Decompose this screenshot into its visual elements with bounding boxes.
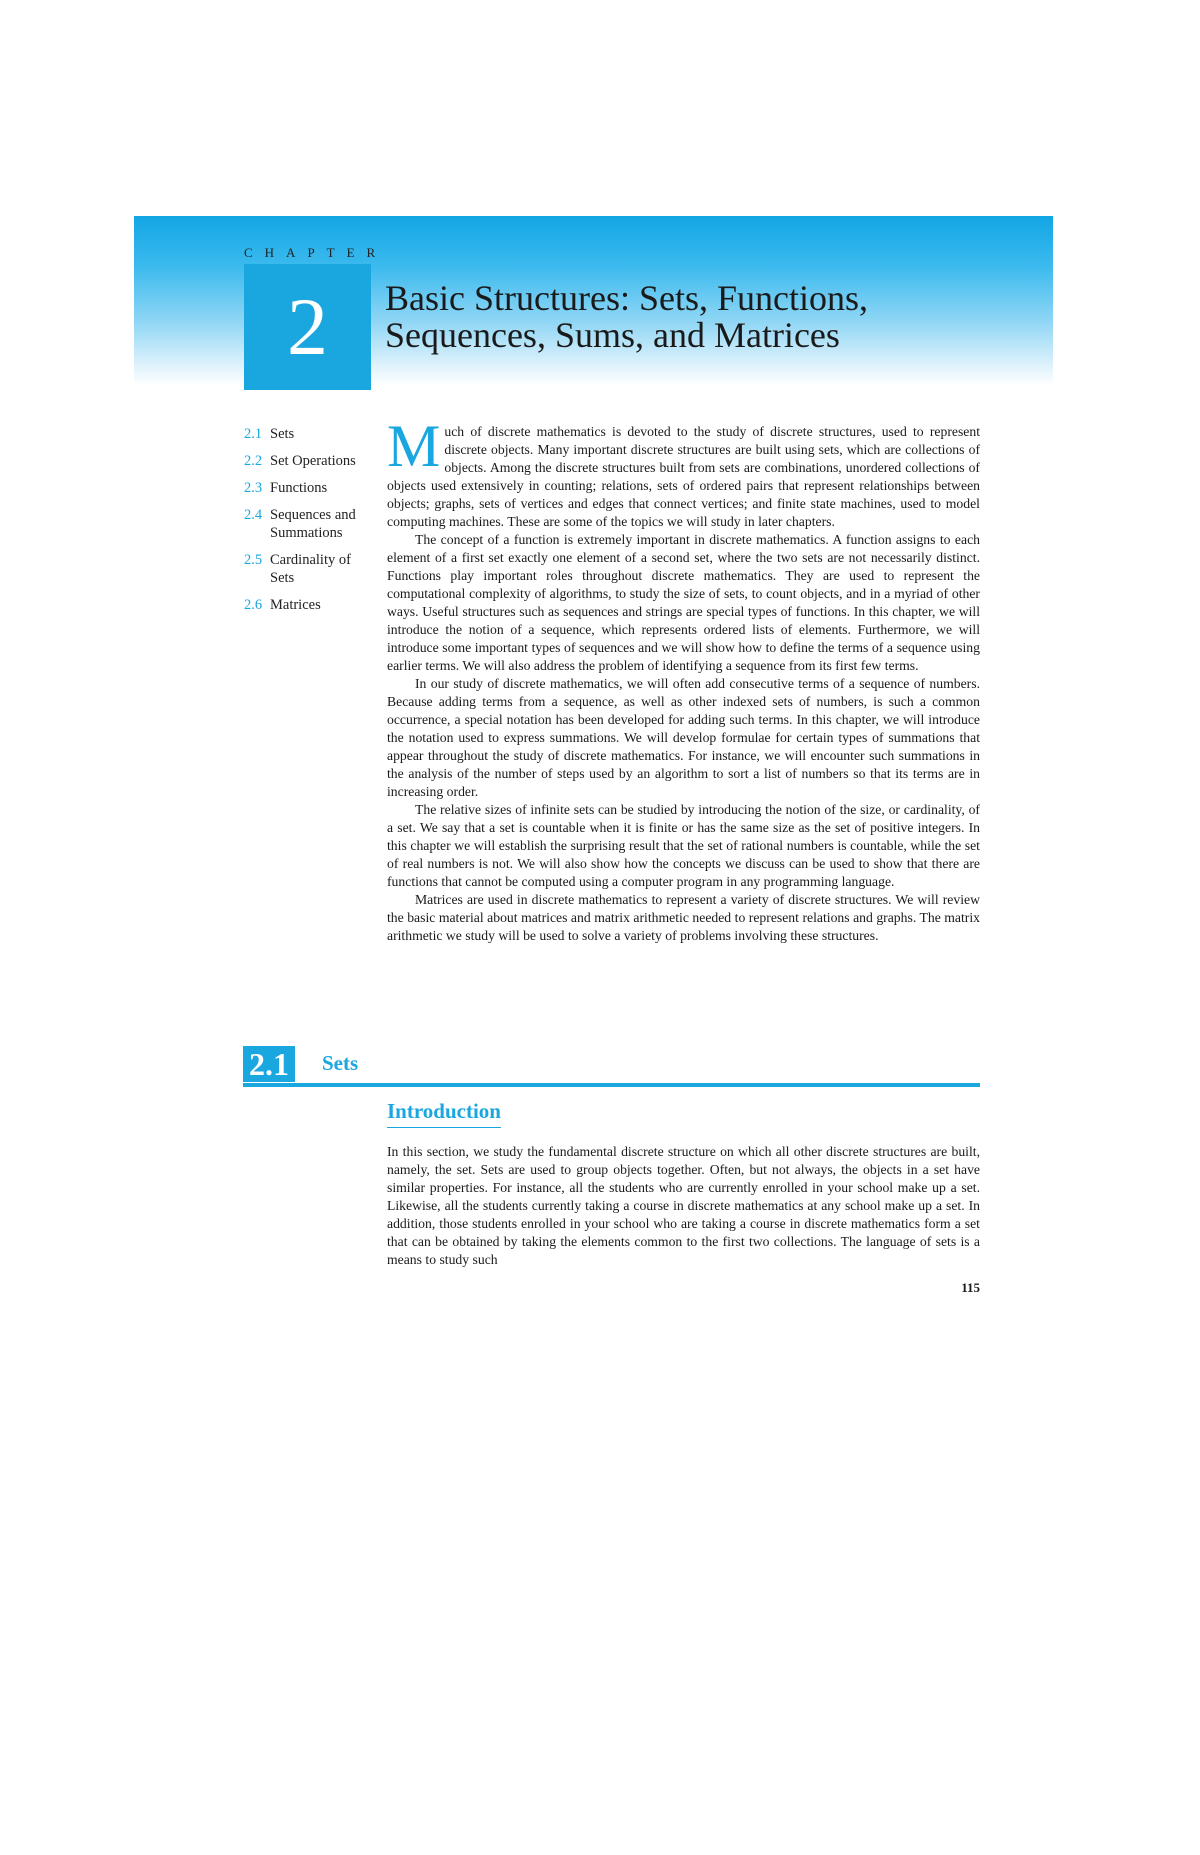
chapter-number-box — [244, 264, 371, 390]
chapter-title-line-2: Sequences, Sums, and Matrices — [385, 315, 840, 355]
page-number: 115 — [961, 1280, 980, 1295]
toc-item-matrices — [244, 596, 374, 614]
toc-item-cardinality — [244, 551, 374, 587]
chapter-title — [385, 280, 1025, 354]
section-title: Sets — [322, 1051, 359, 1075]
section-paragraph: In this section, we study the fundamental discrete structure on which all other discrete structures are built, namely, the set. Sets are used to group objects together. Often, but not always, the objects in a set have similar properties. For instance, all the students who are currently enrolled in your school make up a set. Likewise, all the students currently taking a course in discrete mathematics at any school make up a set. In addition, those students enrolled in your school who are taking a course in discrete mathematics form a set that can be obtained by taking the elements common to the first two collections. The language of sets is a means to study such — [387, 1144, 980, 1267]
toc-label: Set Operations — [270, 453, 356, 469]
toc-label: Functions — [270, 480, 328, 496]
section-number: 2.1 — [243, 1046, 295, 1082]
chapter-number: 2 — [287, 281, 328, 372]
section-rule — [243, 1083, 980, 1087]
toc-number: 2.2 — [244, 453, 263, 469]
chapter-label: CHAPTER — [244, 245, 388, 260]
chapter-contents — [244, 425, 374, 623]
subsection-heading: Introduction — [387, 1099, 501, 1128]
drop-cap: M — [387, 413, 441, 479]
toc-number: 2.4 — [244, 507, 263, 523]
toc-label: Sets — [270, 426, 295, 442]
intro-paragraph-3: In our study of discrete mathematics, we will often add consecutive terms of a sequence of numbers. Because adding terms from a sequence, as well as other indexed sets of numbers, is such a common occurrence, a special notation has been developed for adding such terms. In this chapter, we will introduce the notation used to express summations. We will develop formulae for certain types of summations that appear throughout the study of discrete mathematics. For instance, we will encounter such summations in the analysis of the number of steps used by an algorithm to sort a list of numbers so that its terms are in increasing order. — [387, 676, 980, 799]
toc-label: Matrices — [270, 597, 321, 613]
toc-item-functions — [244, 479, 374, 497]
intro-paragraph-1-text: uch of discrete mathematics is devoted to the study of discrete structures, used to represent discrete objects. Many important discrete structures are built using sets, which are collections of objects. Among the discrete structures built from sets are combinations, unordered collections of objects used extensively in counting; relations, sets of ordered pairs that represent relationships between objects; graphs, sets of vertices and edges that connect vertices; and finite state machines, used to model computing machines. These are some of the topics we will study in later chapters. — [387, 424, 980, 529]
intro-paragraph-5: Matrices are used in discrete mathematics to represent a variety of discrete structures. We will review the basic material about matrices and matrix arithmetic needed to represent relations and graphs. The matrix arithmetic we study will be used to solve a variety of problems involving these structures. — [387, 892, 980, 943]
chapter-introduction — [387, 413, 980, 945]
toc-number: 2.6 — [244, 597, 263, 613]
intro-paragraph-1 — [387, 413, 980, 531]
toc-label: Sequences and Summations — [270, 507, 356, 541]
intro-paragraph-4: The relative sizes of infinite sets can be studied by introducing the notion of the size, or cardinality, of a set. We say that a set is countable when it is finite or has the same size as the set of positive integers. In this chapter we will establish the surprising result that the set of rational numbers is countable, while the set of real numbers is not. We will also show how the concepts we discuss can be used to show that there are functions that cannot be computed using a computer program in any programming language. — [387, 802, 980, 889]
toc-item-set-operations — [244, 452, 374, 470]
toc-item-sets — [244, 425, 374, 443]
toc-item-sequences — [244, 506, 374, 542]
chapter-title-line-1: Basic Structures: Sets, Functions, — [385, 278, 868, 318]
toc-label: Cardinality of Sets — [270, 552, 351, 586]
intro-paragraph-2: The concept of a function is extremely important in discrete mathematics. A function assigns to each element of a first set exactly one element of a second set, where the two sets are not necessarily distinct. Functions play important roles throughout discrete mathematics. They are used to represent the computational complexity of algorithms, to study the size of sets, to count objects, and in a myriad of other ways. Useful structures such as sequences and strings are special types of functions. In this chapter, we will introduce the notion of a sequence, which represents ordered lists of elements. Furthermore, we will introduce some important types of sequences and we will show how to define the terms of a sequence using earlier terms. We will also address the problem of identifying a sequence from its first few terms. — [387, 532, 980, 673]
toc-number: 2.3 — [244, 480, 263, 496]
toc-number: 2.5 — [244, 552, 263, 568]
toc-number: 2.1 — [244, 426, 263, 442]
